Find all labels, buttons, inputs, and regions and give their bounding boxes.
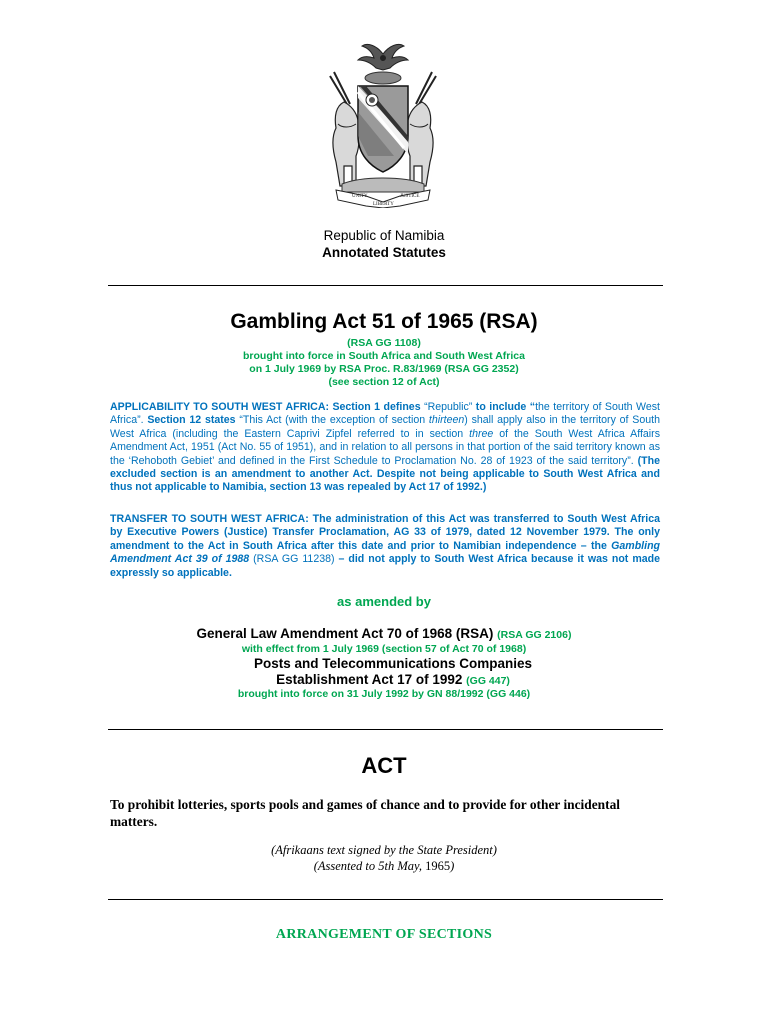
commencement-line: (see section 12 of Act) — [328, 376, 440, 388]
amendment-2-effect: brought into force on 31 July 1992 by GN 88/1992 (GG 446) — [237, 688, 531, 700]
publisher-name: Republic of Namibia — [323, 228, 445, 243]
commencement-line: on 1 July 1969 by RSA Proc. R.83/1969 (RSA GG 2352) — [249, 363, 519, 375]
commencement-line: brought into force in South Africa and South West Africa — [243, 350, 525, 362]
arrangement-heading: ARRANGEMENT OF SECTIONS — [275, 927, 493, 942]
amendment-2-line2: Establishment Act 17 of 1992 (GG 447) — [276, 672, 510, 687]
motto-unity-text: UNITY — [352, 194, 368, 199]
amendment-1: General Law Amendment Act 70 of 1968 (RSA) (RSA GG 2106) — [196, 626, 572, 641]
publication-subtitle: Annotated Statutes — [322, 245, 446, 260]
act-heading: ACT — [361, 753, 407, 778]
assent-date: (Assented to 5th May, 1965) — [313, 859, 455, 873]
document-title: Gambling Act 51 of 1965 (RSA) — [230, 310, 538, 333]
namibia-coat-of-arms-icon — [322, 36, 444, 208]
signature-note: (Afrikaans text signed by the State President) — [271, 843, 497, 857]
amendment-2-line1: Posts and Telecommunications Companies — [253, 656, 533, 671]
divider — [108, 729, 663, 730]
gazette-reference: (RSA GG 1108) — [347, 337, 421, 349]
applicability-note: APPLICABILITY TO SOUTH WEST AFRICA: Section 1 defines “Republic” to include “the territory of South West Africa”. Section 12 states “This Act (with the exception of section thirteen) shall apply also in the territory of South West Africa (including the Eastern Caprivi Zipfel referred to in section three of the South West Africa Affairs Amendment Act, 1951 (Act No. 55 of 1951), and in relation to all persons in that portion of the said territory known as the ‘Rehoboth Gebiet’ and defined in the First Schedule to Proclamation No. 28 of 1923 of the said territory”. (The excluded section is an amendment to another Act. Despite not being applicable to South West Africa and thus not applicable to Namibia, section 13 was repealed by Act 17 of 1992.) — [110, 401, 660, 494]
amended-by-heading: as amended by — [337, 594, 431, 609]
divider — [108, 899, 663, 900]
transfer-note: TRANSFER TO SOUTH WEST AFRICA: The administration of this Act was transferred to South West Africa by Executive Powers (Justice) Transfer Proclamation, AG 33 of 1979, dated 12 November 1979. The only amendment to the Act in South Africa after this date and prior to Namibian independence – the Gambling Amendment Act 39 of 1988 (RSA GG 11238) – did not apply to South West Africa because it was not made expressly so applicable. — [110, 513, 661, 579]
amendment-1-effect: with effect from 1 July 1969 (section 57 of Act 70 of 1968) — [241, 643, 527, 655]
long-title: To prohibit lotteries, sports pools and games of chance and to provide for other incidental matters. — [110, 797, 620, 829]
motto-justice-text: JUSTICE — [400, 194, 420, 199]
commencement-info — [0, 337, 768, 389]
divider — [108, 285, 663, 286]
motto-liberty-text: LIBERTY — [373, 202, 394, 207]
